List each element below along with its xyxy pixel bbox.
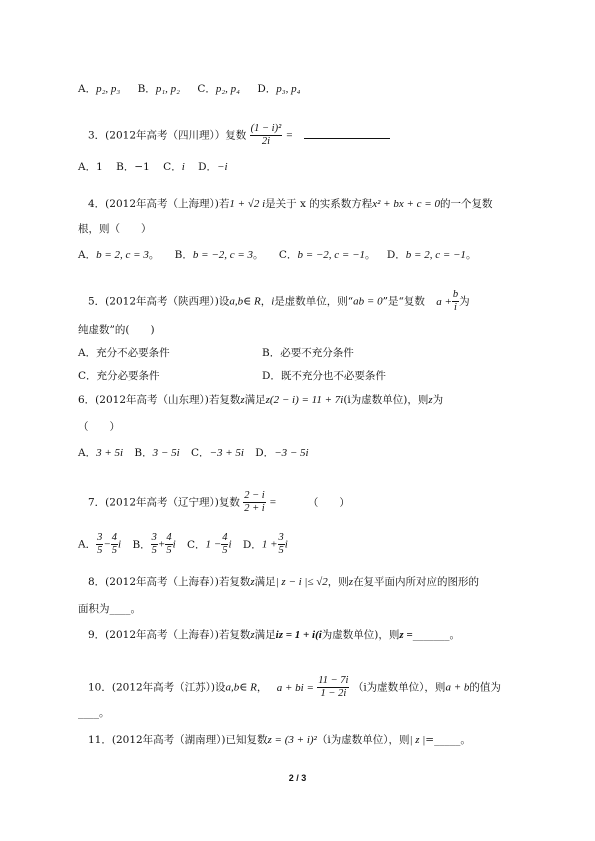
q5-fraction: $\frac{b}{i}$ bbox=[452, 289, 459, 313]
q7-stem: 7．(2012年高考（辽宁理）)复数 $\frac{2 - i}{2 + i}$ = （ ） bbox=[88, 490, 350, 514]
q8-stem-line2: 面积为____。 bbox=[78, 603, 141, 615]
q3-stem: 3．(2012年高考（四川理））复数 $\frac{\text{(1 − i)²}}{2i}$ = bbox=[88, 123, 390, 148]
page-number: 2 / 3 bbox=[288, 773, 307, 783]
q4-stem-line2: 根，则（ ） bbox=[78, 223, 152, 235]
q2-option-a: A．p₂, p₃ bbox=[78, 83, 121, 95]
q7-fraction: $\frac{2 - i}{2 + i}$ bbox=[244, 490, 265, 514]
q9-stem: 9．(2012年高考（上海春）)若复数z满足iz = 1 + i(i为虚数单位)，则z =_______。 bbox=[88, 629, 460, 641]
q5-option-a: A．充分不必要条件 bbox=[78, 347, 170, 359]
q3-answer-blank[interactable] bbox=[304, 138, 390, 139]
q2-option-b: B．p₁, p₂ bbox=[137, 83, 180, 95]
q2-option-c: C．p₂, p₄ bbox=[197, 83, 241, 95]
q5-stem-line2: 纯虚数”的( ) bbox=[78, 324, 155, 336]
q2-option-d: D．p₃, p₄ bbox=[257, 83, 301, 95]
q10-fraction: $\frac{11 - 7i}{1 - 2i}$ bbox=[318, 675, 349, 699]
q5-option-b: B．必要不充分条件 bbox=[262, 347, 354, 359]
q3-options: A．1 B．−1 C．i D．−i bbox=[78, 161, 228, 173]
q6-stem-line2: （ ） bbox=[78, 421, 120, 433]
q5-option-c: C．充分必要条件 bbox=[78, 370, 160, 382]
q8-stem: 8．(2012年高考（上海春）)若复数z满足| z − i |≤ √2，则z在复平面内所对应的图形的 bbox=[88, 576, 480, 588]
q3-fraction: $\frac{\text{(1 − i)²}}{2i}$ bbox=[250, 123, 282, 147]
q6-options: A．3 + 5i B．3 − 5i C．−3 + 5i D．−3 − 5i bbox=[78, 447, 309, 459]
q5-option-d: D．既不充分也不必要条件 bbox=[262, 370, 386, 382]
q10-stem-line2: ____。 bbox=[78, 707, 110, 719]
q5-stem: 5．(2012年高考（陕西理）)设a,b∈ R，i是虚数单位，则“ab = 0”是“复数 a + $\frac{b}{i}$ 为 bbox=[88, 289, 470, 313]
q10-stem: 10．(2012年高考（江苏）)设a,b∈ R， a + bi = $\frac{11 - 7i}{1 - 2i}$ （i为虚数单位），则a + b的值为 bbox=[88, 675, 501, 699]
q11-stem: 11．(2012年高考（湖南理）)已知复数z = (3 + i)²（i为虚数单位），则| z |=_____。 bbox=[88, 734, 471, 746]
q6-stem: 6．(2012年高考（山东理）)若复数z满足z(2 − i) = 11 + 7i(i为虚数单位)，则z为 bbox=[78, 394, 444, 406]
q2-options bbox=[78, 82, 300, 96]
q4-options: A．b = 2, c = 3。 B．b = −2, c = 3。 C．b = −2, c = −1。 D．b = 2, c = −1。 bbox=[78, 249, 477, 261]
q7-options: A． $\frac{3}{5}$ − $\frac{4}{5}$ i B． $\frac{3}{5}$ + $\frac{4}{5}$ i C．1 − $\frac{4}{5}$ i D．1 + $\frac{3}{5}$ i bbox=[78, 532, 288, 556]
q4-stem: 4．(2012年高考（上海理）)若1 + √2 i是关于 x 的实系数方程x² + bx + c = 0的一个复数 bbox=[88, 198, 493, 210]
